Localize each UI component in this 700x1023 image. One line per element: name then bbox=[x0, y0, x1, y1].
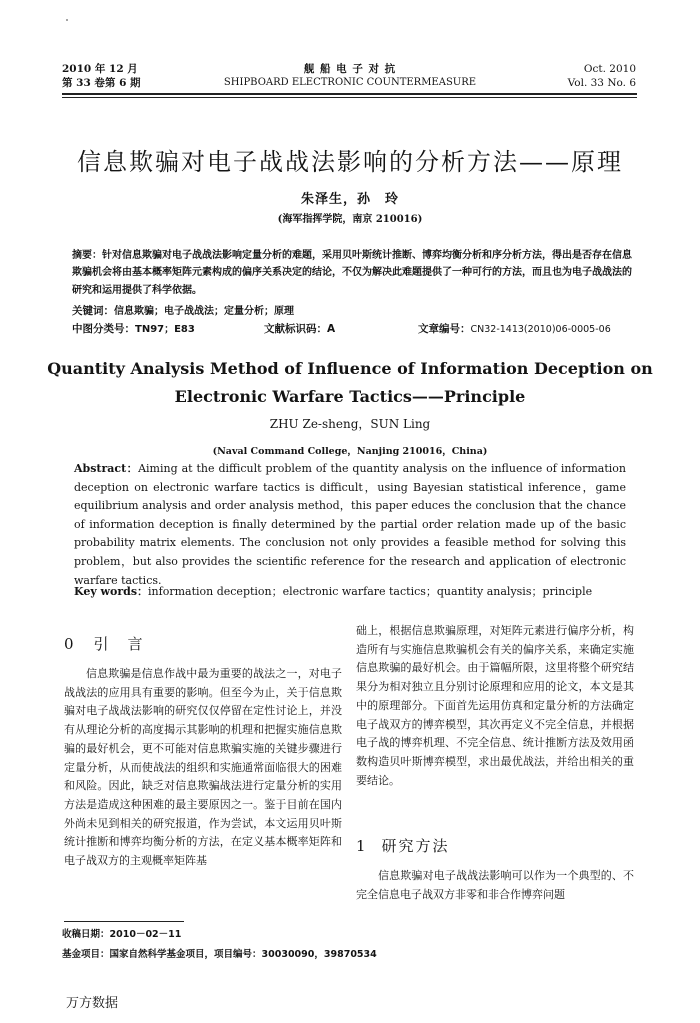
scan-speck bbox=[66, 19, 68, 21]
clc-value: TN97；E83 bbox=[135, 324, 195, 335]
footnote-rule bbox=[64, 921, 184, 922]
abstract-en bbox=[74, 460, 626, 590]
clc-label: 中图分类号： bbox=[72, 323, 135, 335]
keywords-en-label: Key words： bbox=[74, 585, 149, 598]
affiliation-en: (Naval Command College，Nanjing 210016，China) bbox=[212, 446, 488, 457]
header-rule-thin bbox=[62, 97, 637, 98]
keywords-cn bbox=[72, 304, 632, 319]
header-date-en: Oct. 2010 bbox=[583, 63, 636, 75]
left-column bbox=[64, 665, 342, 871]
header-volume-cn: 第 33 卷第 6 期 bbox=[62, 77, 141, 89]
abstract-cn-label: 摘要： bbox=[72, 250, 102, 261]
doc-code-label: 文献标识码： bbox=[264, 323, 327, 335]
section-1-heading bbox=[356, 835, 450, 856]
section-0-number: 0 bbox=[64, 635, 76, 653]
title-cn: 信息欺骗对电子战战法影响的分析方法——原理 bbox=[77, 148, 623, 176]
section-1-title: 研究方法 bbox=[381, 837, 450, 855]
authors-cn: 朱泽生，孙 玲 bbox=[300, 192, 399, 207]
article-number bbox=[418, 322, 648, 337]
keywords-cn-label: 关键词： bbox=[72, 305, 114, 317]
right-column bbox=[356, 622, 634, 790]
doc-code-value: A bbox=[327, 323, 336, 335]
watermark: 万方数据 bbox=[66, 996, 119, 1011]
title-en-line2: Electronic Warfare Tactics——Principle bbox=[174, 387, 526, 406]
header-center bbox=[180, 62, 520, 90]
footnote-received: 收稿日期：2010－02－11 bbox=[62, 929, 182, 940]
abstract-en-label: Abstract： bbox=[74, 462, 139, 475]
header-volume-en: Vol. 33 No. 6 bbox=[567, 77, 636, 89]
keywords-en bbox=[74, 583, 626, 602]
header-right bbox=[568, 62, 636, 90]
abstract-cn-text: 针对信息欺骗对电子战战法影响定量分析的难题，采用贝叶斯统计推断、博弈均衡分析和序分析方法，得出是否存在信息欺骗机会将由基本概率矩阵元素构成的偏序关系决定的结论，不仅为解决此难题提供了一种可行的方法，而且也为电子战战法的研究和运用提供了科学依据。 bbox=[72, 250, 632, 296]
header-date-cn: 2010 年 12 月 bbox=[62, 63, 138, 75]
abstract-cn bbox=[72, 247, 632, 299]
right-column-2 bbox=[356, 867, 634, 904]
keywords-cn-text: 信息欺骗；电子战战法；定量分析；原理 bbox=[114, 306, 294, 317]
abstract-en-text: Aiming at the difficult problem of the quantity analysis on the influence of information deception on electronic warfare tactics is difficult，using Bayesian statistical inference，game equilibrium analysis and order analysis method，this paper educes the conclusion that the chance of information deception is finally determined by the partial order relation made up of the basic probability matrix elements. The conclusion not only provides a feasible method for solving this problem，but also provides the scientific reference for the research and application of electronic warfare tactics. bbox=[74, 462, 627, 587]
intro-continued: 础上，根据信息欺骗原理，对矩阵元素进行偏序分析，构造所有与实施信息欺骗机会有关的偏序关系，来确定实施信息欺骗的最好机会。由于篇幅所限，这里将整个研究结果分为相对独立且分别讨论原理和应用的论文，本文是其中的原理部分。下面首先运用仿真和定量分析的方法确定电子战双方的博弈模型，其次再定义不完全信息，并根据电子战的博弈机理、不完全信息、统计推断方法及效用函数构造贝叶斯博弈模型，求出最优战法，并给出相关的重要结论。 bbox=[356, 624, 634, 787]
section-1-number: 1 bbox=[356, 837, 368, 855]
header-journal-cn: 舰 船 电 子 对 抗 bbox=[303, 63, 397, 75]
footnote-fund: 基金项目：国家自然科学基金项目，项目编号：30030090，39870534 bbox=[62, 949, 377, 960]
header-rule-thick bbox=[62, 93, 637, 95]
intro-paragraph: 信息欺骗是信息作战中最为重要的战法之一，对电子战战法的应用具有重要的影响。但至今为止，关于信息欺骗对电子战战法影响的研究仅仅停留在定性讨论上，并没有从理论分析的高度揭示其影响的机理和把握实施信息欺骗的最好机会，更不可能对信息欺骗实施的关键步骤进行定量分析，从而使战法的组织和实施通常面临很大的困难和风险。因此，缺乏对信息欺骗战法进行定量分析的实用方法是造成这种困难的最主要原因之一。鉴于目前在国内外尚未见到相关的研究报道，作为尝试，本文运用贝叶斯统计推断和博弈均衡分析的方法，在定义基本概率矩阵和电子战双方的主观概率矩阵基 bbox=[64, 667, 342, 868]
article-number-value: CN32-1413(2010)06-0005-06 bbox=[470, 324, 611, 335]
header-left bbox=[62, 62, 141, 90]
section-0-heading bbox=[64, 633, 145, 654]
authors-en: ZHU Ze-sheng，SUN Ling bbox=[269, 417, 431, 431]
title-en-line1: Quantity Analysis Method of Influence of Information Deception on bbox=[47, 359, 653, 378]
header-journal-en: SHIPBOARD ELECTRONIC COUNTERMEASURE bbox=[223, 77, 477, 88]
affiliation-cn: (海军指挥学院，南京 210016) bbox=[277, 214, 423, 225]
keywords-en-text: information deception；electronic warfare tactics；quantity analysis；principle bbox=[148, 585, 593, 598]
doc-code bbox=[264, 322, 404, 336]
section-0-title: 引 言 bbox=[93, 635, 145, 653]
method-paragraph: 信息欺骗对电子战战法影响可以作为一个典型的、不完全信息电子战双方非零和非合作博弈问题 bbox=[356, 869, 634, 901]
article-number-label: 文章编号： bbox=[418, 323, 471, 335]
